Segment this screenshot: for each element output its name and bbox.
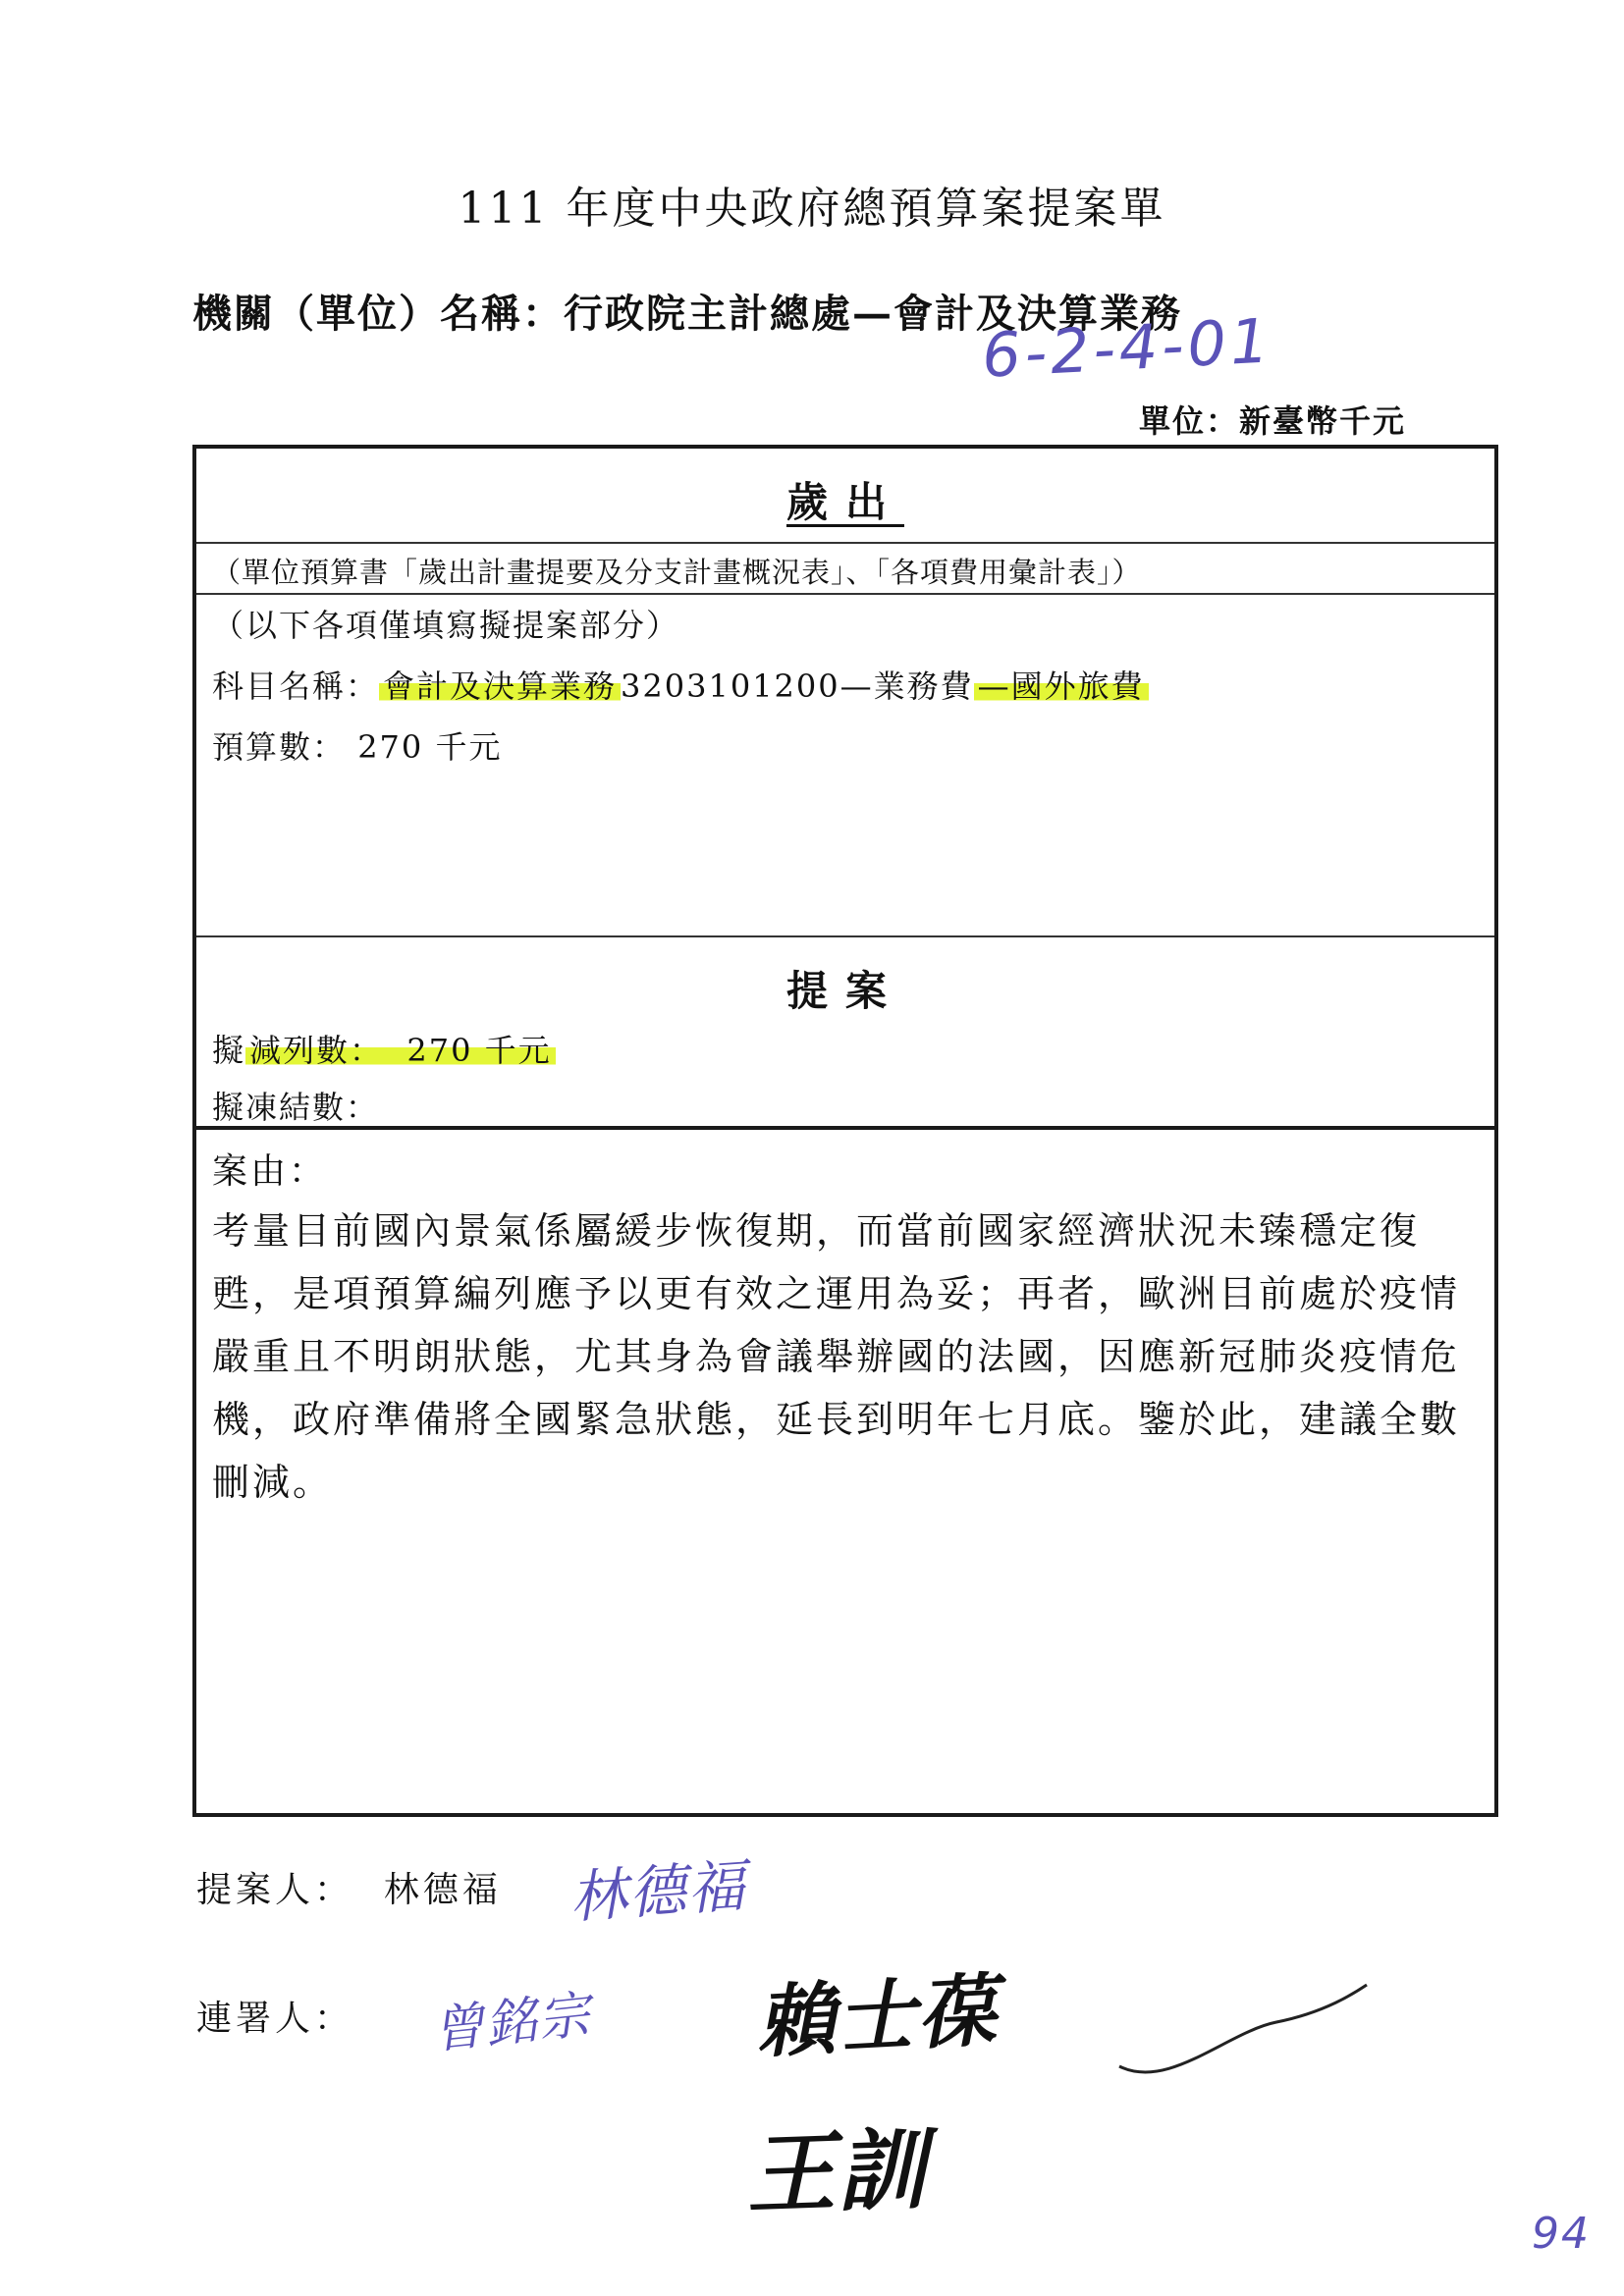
source-note: （單位預算書「歲出計畫提要及分支計畫概況表」、「各項費用彙計表」） (212, 556, 1142, 589)
item-line (212, 662, 1149, 707)
proposer-line (196, 1862, 502, 1912)
expenditure-title: 歲出 (785, 478, 904, 526)
budget-line (212, 722, 502, 768)
page-number: 94 (1532, 2209, 1591, 2259)
cosigner-signature-3: 王訓 (744, 2117, 930, 2228)
freeze-label: 擬凍結數： (212, 1089, 380, 1126)
cosigners-label: 連署人： (196, 1999, 354, 2039)
handwritten-code: 6-2-4-01 (980, 304, 1275, 392)
reduce-prefix: 擬 (212, 1032, 246, 1069)
reason-text: 考量目前國內景氣係屬緩步恢復期，而當前國家經濟狀況未臻穩定復甦，是項預算編列應予以更有效之運用為妥；再者，歐洲目前處於疫情嚴重且不明朗狀態，尤其身為會議舉辦國的法國，因應新冠肺炎疫情危機，政府準備將全國緊急狀態，延長到明年七月底。鑒於此，建議全數刪減。 (212, 1209, 1461, 1504)
item-label: 科目名稱： (212, 667, 380, 705)
cosigner-signature-2: 賴士葆 (754, 1964, 1001, 2069)
budget-label: 預算數： (212, 728, 347, 766)
proposer-signature: 林德福 (568, 1851, 749, 1932)
agency-value: 行政院主計總處—會計及決算業務 (564, 291, 1182, 337)
item-code: 3203101200—業務費 (621, 667, 974, 705)
reduce-line (212, 1026, 556, 1071)
proposer-label: 提案人： (196, 1870, 354, 1910)
divider (196, 593, 1494, 595)
agency-label: 機關（單位）名稱： (192, 291, 564, 337)
item-account-name: 會計及決算業務 (379, 667, 621, 705)
reduce-label: 減列數： (249, 1032, 384, 1069)
fill-note: （以下各項僅填寫擬提案部分） (212, 607, 680, 644)
reduce-highlight (245, 1032, 556, 1069)
cosigner-signature-1: 曾銘宗 (429, 1985, 595, 2061)
item-subitem: —國外旅費 (974, 667, 1149, 705)
proposal-title: 提案 (785, 967, 904, 1015)
divider (196, 935, 1494, 937)
proposer-name: 林德福 (383, 1870, 502, 1910)
unit-label: 單位：新臺幣千元 (1139, 402, 1407, 440)
budget-value: 270 千元 (357, 728, 503, 766)
reason-label: 案由： (212, 1151, 328, 1192)
signature-stroke (1119, 1985, 1367, 2072)
signature-flourish (1110, 1973, 1375, 2091)
proposal-form-box (192, 445, 1498, 1817)
divider (196, 542, 1494, 544)
reduce-value: 270 千元 (406, 1032, 552, 1069)
divider (196, 1126, 1494, 1130)
document-title: 111 年度中央政府總預算案提案單 (458, 184, 1166, 234)
